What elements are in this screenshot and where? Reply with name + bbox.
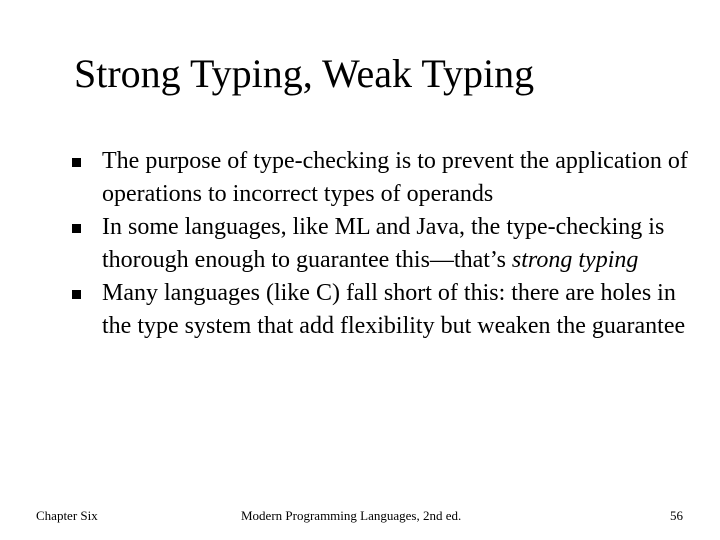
square-bullet-icon xyxy=(72,290,81,299)
bullet-list xyxy=(60,145,690,343)
footer-chapter: Chapter Six xyxy=(36,508,98,523)
slide-title: Strong Typing, Weak Typing xyxy=(74,51,535,96)
square-bullet-icon xyxy=(72,158,81,167)
footer-page-number: 56 xyxy=(670,508,683,523)
square-bullet-icon xyxy=(72,224,81,233)
bullet-text-emphasis: strong typing xyxy=(511,247,639,273)
footer-book-title: Modern Programming Languages, 2nd ed. xyxy=(241,508,462,523)
bullet-text: Many languages (like C) fall short of this: there are holes in the type system that add flexibility but weaken the guarantee xyxy=(102,280,686,339)
bullet-text xyxy=(102,211,690,277)
bullet-text: The purpose of type-checking is to prevent the application of operations to incorrect types of operands xyxy=(102,148,688,207)
bullet-text-plain: In some languages, like ML and Java, the type-checking is thorough enough to guarantee this—that’s xyxy=(102,214,665,273)
bullet-item xyxy=(60,211,690,277)
bullet-item xyxy=(60,145,690,211)
bullet-item xyxy=(60,277,690,343)
